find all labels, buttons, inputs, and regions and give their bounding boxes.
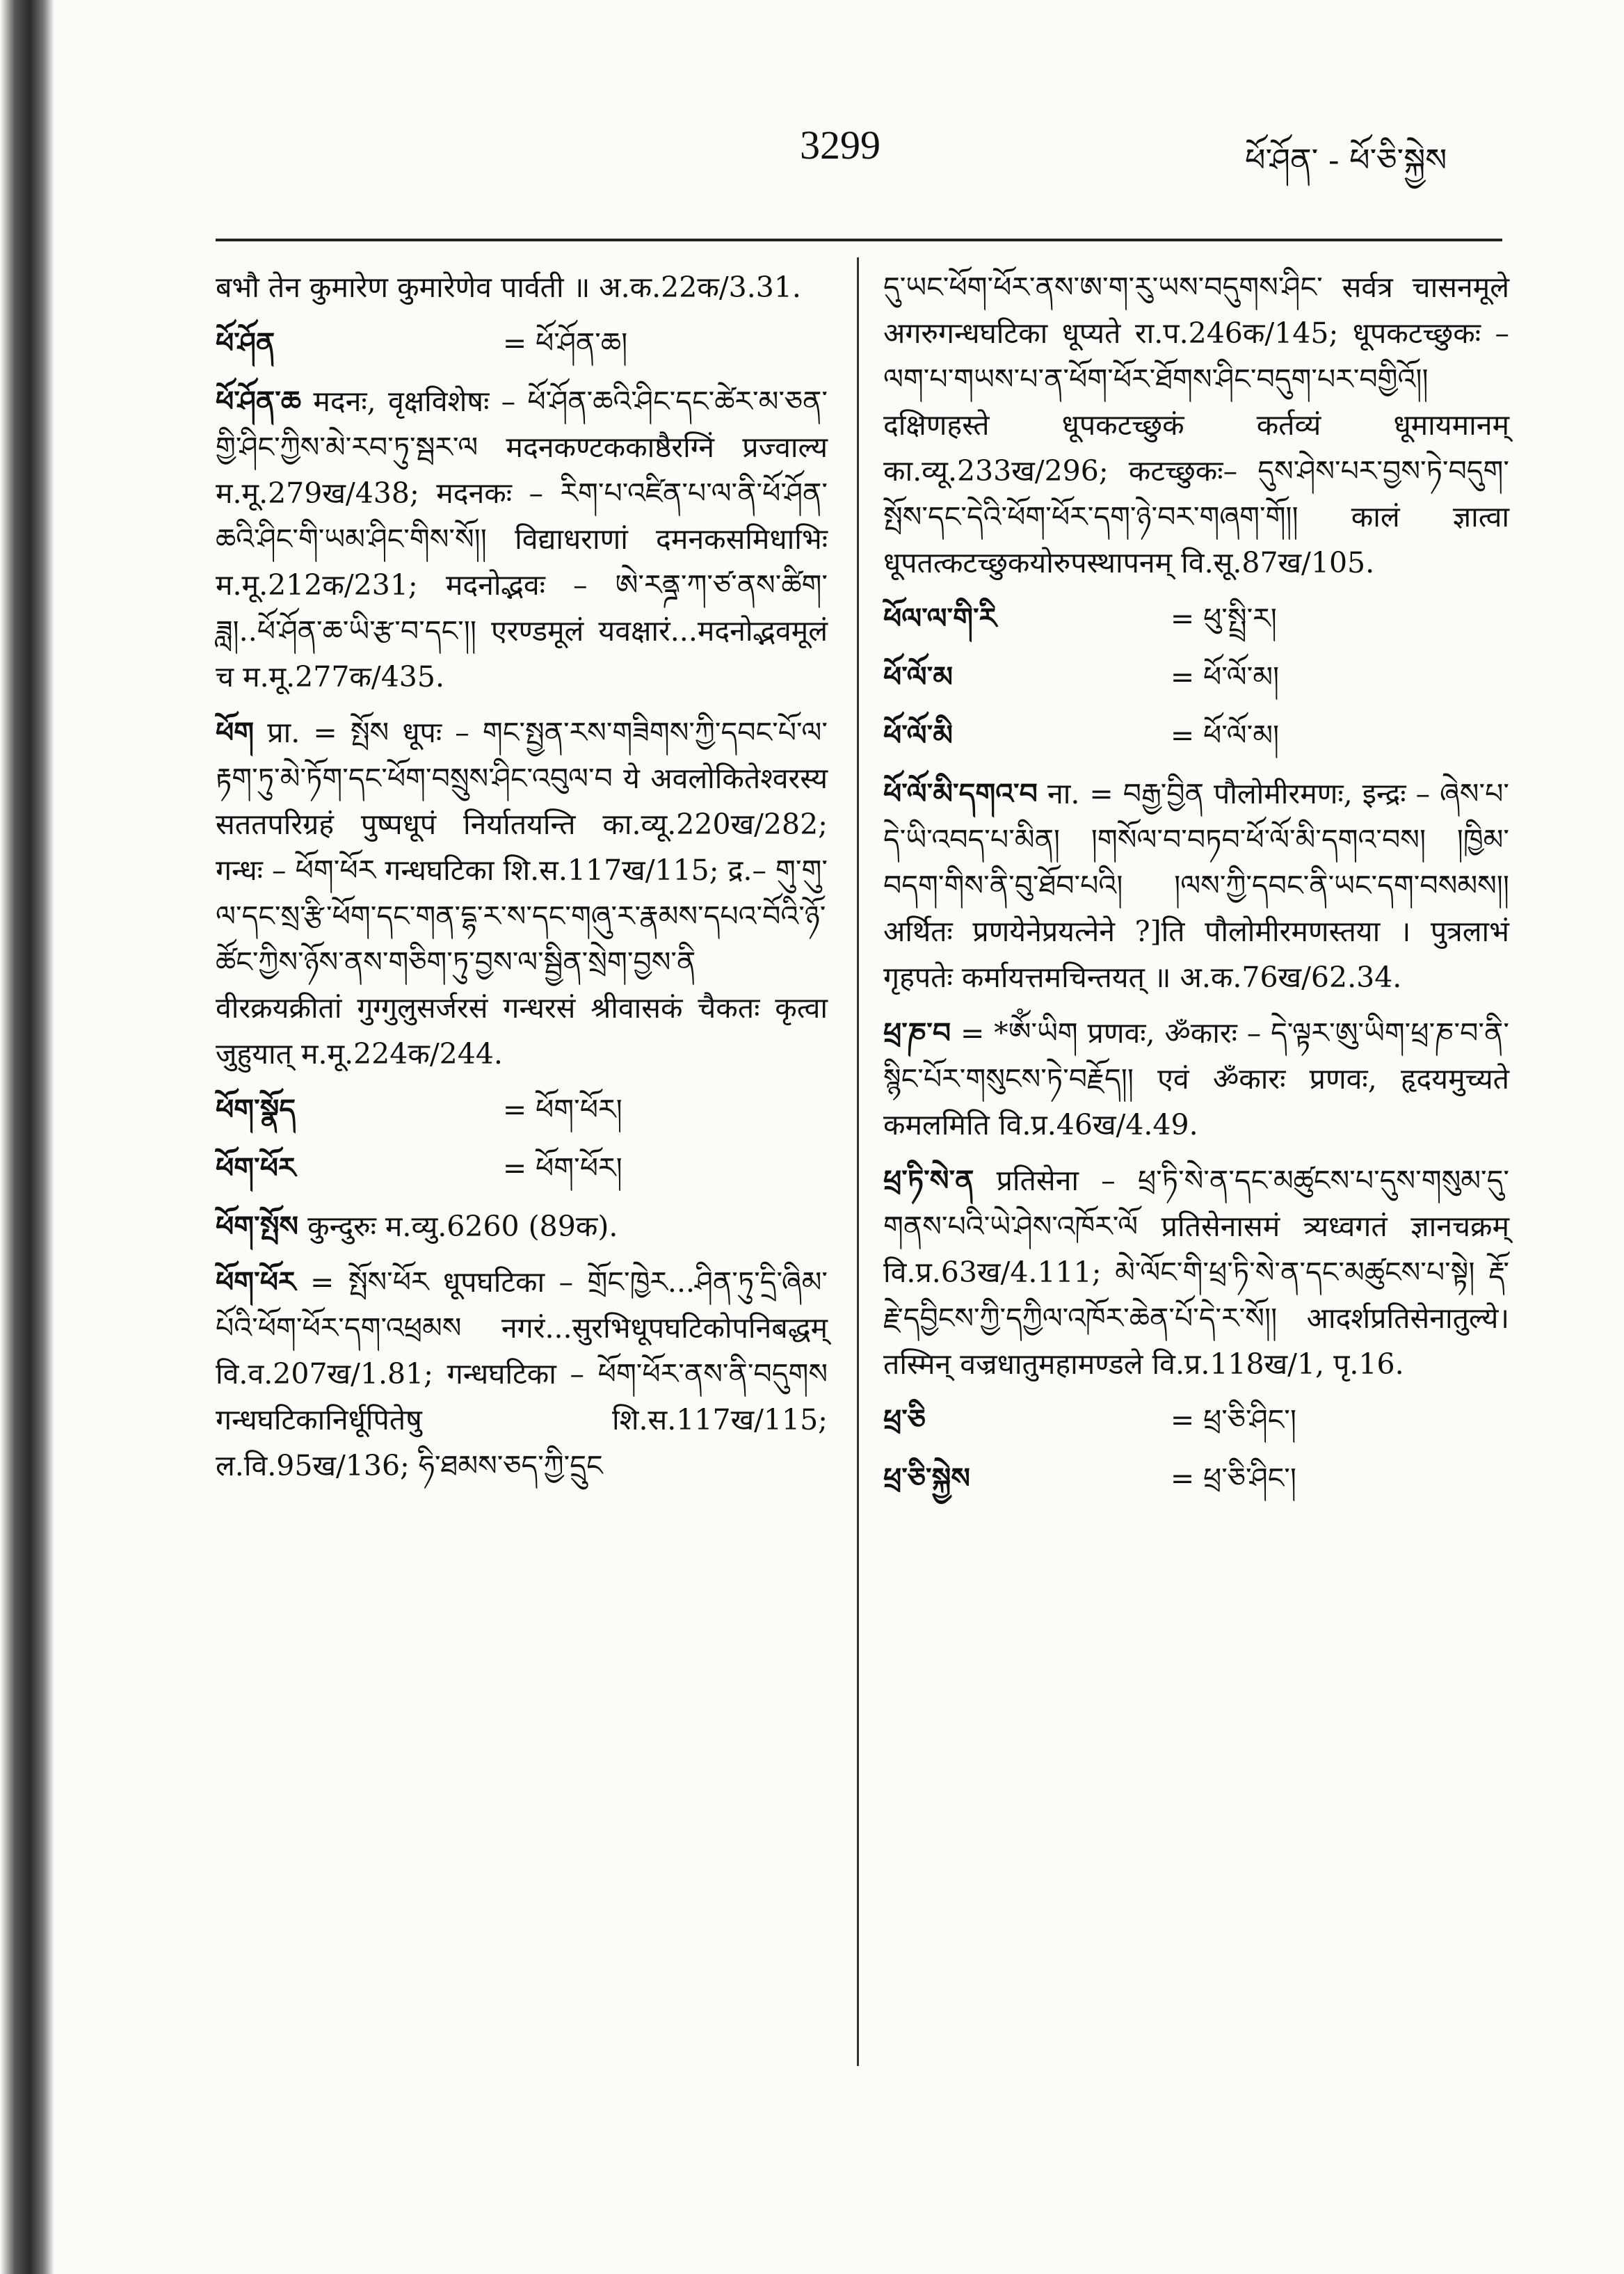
left-column bbox=[216, 264, 828, 1498]
cross-reference-target: ཕོ་ལོ་མ། bbox=[1203, 719, 1280, 752]
page-number: 3299 bbox=[800, 122, 881, 168]
dictionary-entry bbox=[883, 771, 1509, 1000]
equals-sign: = bbox=[502, 1151, 527, 1185]
headword: ཕོག་སྣོད bbox=[216, 1093, 296, 1126]
cross-reference-target: ཕོག་ཕོར། bbox=[536, 1151, 622, 1185]
cross-reference-target: ཕོ་ལོ་མ། bbox=[1203, 660, 1280, 694]
running-head: ཕོ་ཤོན་ - ཕོ་ཅི་སྐྱེས bbox=[1245, 141, 1447, 179]
headword: ཕོ་ལོ་མ bbox=[883, 660, 953, 694]
headword: ཕྲ་ཎ་བ bbox=[883, 1016, 951, 1050]
dictionary-entry bbox=[883, 1010, 1509, 1148]
headword: ཕྲ་ཏི་སེ་ན bbox=[883, 1164, 974, 1197]
column-divider bbox=[857, 257, 859, 2066]
entry-body: = *ཨོཾ་ཡིག प्रणवः, ॐकारः – དེ་ལྟར་ཨུ་ཡིག་ཕྲ་ཎ་བ་ནི་སྙིང་པོར་གསུངས་ཏེ་བརྗོད།། एवं ॐकारः प्रणवः, हृदयमुच्यते कमलमिति वि.प्र.46ख/4.49. bbox=[883, 1016, 1509, 1142]
equals-sign: = bbox=[1170, 602, 1195, 635]
entry-body: དུ་ཡང་ཕོག་ཕོར་ནས་ཨ་ག་རུ་ཡས་བདུགས་ཤིང་ सर्वत्र चासनमूले अगरुगन्धघटिका धूप्यते रा.प.246क/145; धूपकटच्छुकः – ལག་པ་གཡས་པ་ན་ཕོག་ཕོར་ཐོགས་ཤིང་བདུག་པར་བགྱིའོ།། दक्षिणहस्ते धूपकटच्छुकं कर्तव्यं धूमायमानम् का.व्यू.233ख/296; कटच्छुकः– དུས་ཤེས་པར་བྱས་ཏེ་བདུག་སྤོས་དང་དེའི་ཕོག་ཕོར་དག་ཉེ་བར་གཞག་གོ།། कालं ज्ञात्वा धूपतत्कटच्छुकयोरुपस्थापनम् वि.सू.87ख/105. bbox=[883, 271, 1509, 579]
entry-body: ना. = བརྒྱ་བྱིན पौलोमीरमणः, इन्द्रः – ཞེས་པ་དེ་ཡི་འབད་པ་མིན། །གསོལ་བ་བཏབ་ཕོ་ལོ་མི་དགའ་བས། །ཁྱིམ་བདག་གིས་ནི་བུ་ཐོབ་པའི། །ལས་ཀྱི་དབང་ནི་ཡང་དག་བསམས།། अर्थितः प्रणयेनेप्रयत्नेने ?]ति पौलोमीरमणस्तया । पुत्रलाभं गृहपतेः कर्मायत्तमचिन्तयत् ॥ अ.क.76ख/62.34. bbox=[883, 777, 1509, 994]
cross-reference-target: ཕྲ་ཅི་ཤིང་། bbox=[1203, 1462, 1296, 1495]
headword: ཕོ་ཤོན་ཆ bbox=[216, 385, 302, 418]
dictionary-entry bbox=[883, 1158, 1509, 1387]
headword: ཕོག bbox=[216, 716, 255, 749]
dictionary-entry bbox=[216, 1203, 828, 1249]
cross-reference-target: ཕྲ་ཅི་ཤིང་། bbox=[1203, 1403, 1296, 1436]
cross-reference-entry bbox=[216, 1145, 828, 1191]
headword: ཕོག་སྤོས bbox=[216, 1210, 299, 1243]
headword: ཕྲ་ཅི་སྐྱེས bbox=[883, 1462, 970, 1495]
cross-reference-entry bbox=[883, 595, 1509, 641]
cross-reference-target: ཕུ་སྤྲི་ར། bbox=[1203, 602, 1277, 635]
headword: ཕོག་ཕོར bbox=[216, 1265, 296, 1299]
headword: ཕོག་ཕོར bbox=[216, 1151, 296, 1185]
cross-reference-entry bbox=[883, 712, 1509, 758]
book-spine-shadow bbox=[0, 0, 54, 2274]
cross-reference-target: ཕོ་ཤོན་ཆ། bbox=[536, 326, 628, 360]
dictionary-entry bbox=[883, 264, 1509, 586]
equals-sign: = bbox=[1170, 1403, 1195, 1436]
equals-sign: = bbox=[502, 1093, 527, 1126]
cross-reference-entry bbox=[883, 1455, 1509, 1501]
headword: ཕོལ་ལ་གི་རི bbox=[883, 602, 997, 635]
equals-sign: = bbox=[1170, 719, 1195, 752]
headword: ཕོ་ཤོན bbox=[216, 326, 275, 360]
equals-sign: = bbox=[1170, 660, 1195, 694]
equals-sign: = bbox=[502, 326, 527, 360]
cross-reference-entry bbox=[216, 320, 828, 366]
equals-sign: = bbox=[1170, 1462, 1195, 1495]
entry-body: मदनः, वृक्षविशेषः – ཕོ་ཤོན་ཆའི་ཤིང་དང་ཚེར་མ་ཅན་གྱི་ཤིང་ཀྱིས་མེ་རབ་ཏུ་སྦར་ལ मदनकण्टककाष्ठैरग्निं प्रज्वाल्य म.मू.279ख/438; मदनकः – རིག་པ་འཛིན་པ་ལ་ནི་ཕོ་ཤོན་ཆའི་ཤིང་གི་ཡམ་ཤིང་གིས་སོ།། विद्याधराणां दमनकसमिधाभिः म.मू.212क/231; मदनोद्भवः – ཨེ་རནྜ་ཀ་ཙ་ནས་ཚིག་ཟླ།..ཕོ་ཤོན་ཆ་ཡི་རྩ་བ་དང་།། एरण्डमूलं यवक्षारं...मदनोद्भवमूलं च म.मू.277क/435. bbox=[216, 385, 828, 694]
cross-reference-target: ཕོག་ཕོར། bbox=[536, 1093, 622, 1126]
right-column bbox=[883, 264, 1509, 1514]
cross-reference-entry bbox=[883, 654, 1509, 700]
entry-body: प्रा. = སྤོས धूपः – གང་སྤྱན་རས་གཟིགས་ཀྱི་དབང་པོ་ལ་རྟག་ཏུ་མེ་ཏོག་དང་ཕོག་བསྲུས་ཤིང་འབུལ་བ ये अवलोकितेश्वरस्य सततपरिग्रहं पुष्पधूपं निर्यातयन्ति का.व्यू.220ख/282; गन्धः – ཕོག་ཕོར गन्धघटिका शि.स.117ख/115; द्र.– གུ་གུ་ལ་དང་སྲ་རྩི་ཕོག་དང་གན་དྷ་ར་ས་དང་གཞུ་ར་རྣམས་དཔའ་བོའི་ཉོ་ཚོང་ཀྱིས་ཉོས་ནས་གཅིག་ཏུ་བྱས་ལ་སྦྱིན་སྲེག་བྱས་ནི वीरक्रयक्रीतां गुग्गुलुसर्जरसं गन्धरसं श्रीवासकं चैकतः कृत्वा जुहुयात् म.मू.224क/244. bbox=[216, 716, 828, 1071]
headword: ཕོ་ལོ་མི bbox=[883, 719, 953, 752]
header-rule bbox=[216, 239, 1502, 241]
entry-body: प्रतिसेना – ཕྲ་ཏི་སེ་ན་དང་མཚུངས་པ་དུས་གསུམ་དུ་གནས་པའི་ཡེ་ཤེས་འཁོར་ལོ प्रतिसेनासमं त्र्यध्वगतं ज्ञानचक्रम् वि.प्र.63ख/4.111; མེ་ལོང་གི་ཕྲ་ཏི་སེ་ན་དང་མཚུངས་པ་སྟེ། རྡོ་རྗེ་དབྱིངས་ཀྱི་དཀྱིལ་འཁོར་ཆེན་པོ་དེ་ར་སོ།། आदर्शप्रतिसेनातुल्ये। तस्मिन् वज्रधातुमहामण्डले वि.प्र.118ख/1, पृ.16. bbox=[883, 1164, 1509, 1381]
dictionary-entry bbox=[216, 710, 828, 1077]
cross-reference-entry bbox=[216, 1087, 828, 1132]
headword: ཕྲ་ཅི bbox=[883, 1403, 926, 1436]
headword: ཕོ་ལོ་མི་དགའ་བ bbox=[883, 777, 1038, 810]
dictionary-entry bbox=[216, 378, 828, 700]
dictionary-entry bbox=[216, 1259, 828, 1489]
entry-body: कुन्दुरुः म.व्यु.6260 (89क). bbox=[307, 1210, 618, 1243]
cross-reference-entry bbox=[883, 1397, 1509, 1443]
entry-continuation: बभौ तेन कुमारेण कुमारेणेव पार्वती ॥ अ.क.22क/3.31. bbox=[216, 271, 801, 304]
entry-body: = སྤོས་ཕོར धूपघटिका – གྲོང་ཁྱེར...ཤིན་ཏུ་དྲི་ཞིམ་པོའི་ཕོག་ཕོར་དག་འཕྲམས नगरं...सुरभिधूपघटिकोपनिबद्धम् वि.व.207ख/1.81; गन्धघटिका – ཕོག་ཕོར་ནས་ནི་བདུགས गन्धघटिकानिर्धूपितेषु शि.स.117ख/115; ल.वि.95ख/136; ཧི་ཐམས་ཅད་ཀྱི་དྲུང bbox=[216, 1265, 828, 1482]
